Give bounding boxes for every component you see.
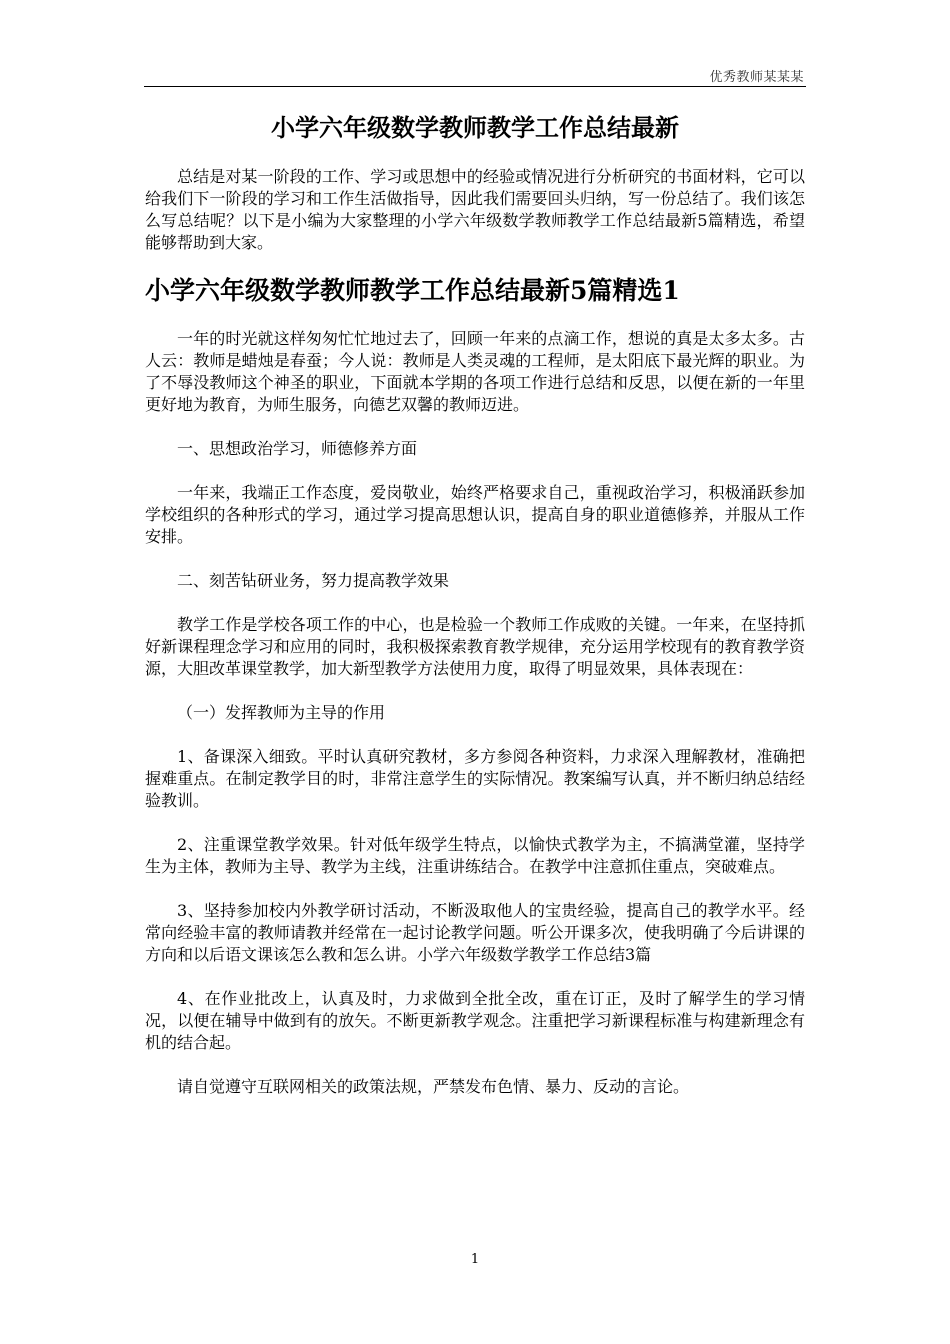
subheading-teaching: 二、刻苦钻研业务，努力提高教学效果 <box>177 571 450 590</box>
document-title: 小学六年级数学教师教学工作总结最新 <box>271 113 679 142</box>
intro-paragraph: 总结是对某一阶段的工作、学习或思想中的经验或情况进行分析研究的书面材料，它可以给我们下一阶段的学习和工作生活做指导，因此我们需要回头归纳，写一份总结了。我们该怎么写总结呢？以下是小编为大家整理的小学六年级数学教师教学工作总结最新5篇精选，希望能够帮助到大家。 <box>145 167 805 252</box>
list-item: 3、坚持参加校内外教学研讨活动，不断汲取他人的宝贵经验，提高自己的教学水平。经常向经验丰富的教师请教并经常在一起讨论教学问题。听公开课多次，使我明确了今后讲课的方向和以后语文课该怎么教和怎么讲。小学六年级数学教学工作总结3篇 <box>145 901 805 964</box>
body-paragraph: 一年来，我端正工作态度，爱岗敬业，始终严格要求自己，重视政治学习，积极涌跃参加学校组织的各种形式的学习，通过学习提高思想认识，提高自身的职业道德修养，并服从工作安排。 <box>145 483 805 546</box>
section-heading: 小学六年级数学教师教学工作总结最新5篇精选1 <box>145 276 680 305</box>
list-item: 4、在作业批改上，认真及时，力求做到全批全改，重在订正，及时了解学生的学习情况，以便在辅导中做到有的放矢。不断更新教学观念。注重把学习新课程标准与构建新理念有机的结合起。 <box>145 989 805 1052</box>
page-number: 1 <box>470 1252 480 1267</box>
subheading-teacher-role: （一）发挥教师为主导的作用 <box>177 703 386 722</box>
body-paragraph: 教学工作是学校各项工作的中心，也是检验一个教师工作成败的关键。一年来，在坚持抓好新课程理念学习和应用的同时，我积极探索教育教学规律，充分运用学校现有的教育教学资源，大胆改革课堂教学，加大新型教学方法使用力度，取得了明显效果，具体表现在： <box>145 615 805 678</box>
list-item: 1、备课深入细致。平时认真研究教材，多方参阅各种资料，力求深入理解教材，准确把握难重点。在制定教学目的时，非常注意学生的实际情况。教案编写认真，并不断归纳总结经验教训。 <box>145 747 805 810</box>
list-item: 2、注重课堂教学效果。针对低年级学生特点，以愉快式教学为主，不搞满堂灌，坚持学生为主体，教师为主导、教学为主线，注重讲练结合。在教学中注意抓住重点，突破难点。 <box>145 835 805 876</box>
header-divider <box>144 86 806 87</box>
subheading-ideology: 一、思想政治学习，师德修养方面 <box>177 439 418 458</box>
notice-paragraph: 请自觉遵守互联网相关的政策法规，严禁发布色情、暴力、反动的言论。 <box>177 1077 690 1096</box>
header-author: 优秀教师某某某 <box>709 70 804 85</box>
document-body <box>145 112 805 1098</box>
body-paragraph: 一年的时光就这样匆匆忙忙地过去了，回顾一年来的点滴工作，想说的真是太多太多。古人云：教师是蜡烛是春蚕；今人说：教师是人类灵魂的工程师，是太阳底下最光辉的职业。为了不辱没教师这个神圣的职业，下面就本学期的各项工作进行总结和反思，以便在新的一年里更好地为教育，为师生服务，向德艺双馨的教师迈进。 <box>145 329 805 414</box>
